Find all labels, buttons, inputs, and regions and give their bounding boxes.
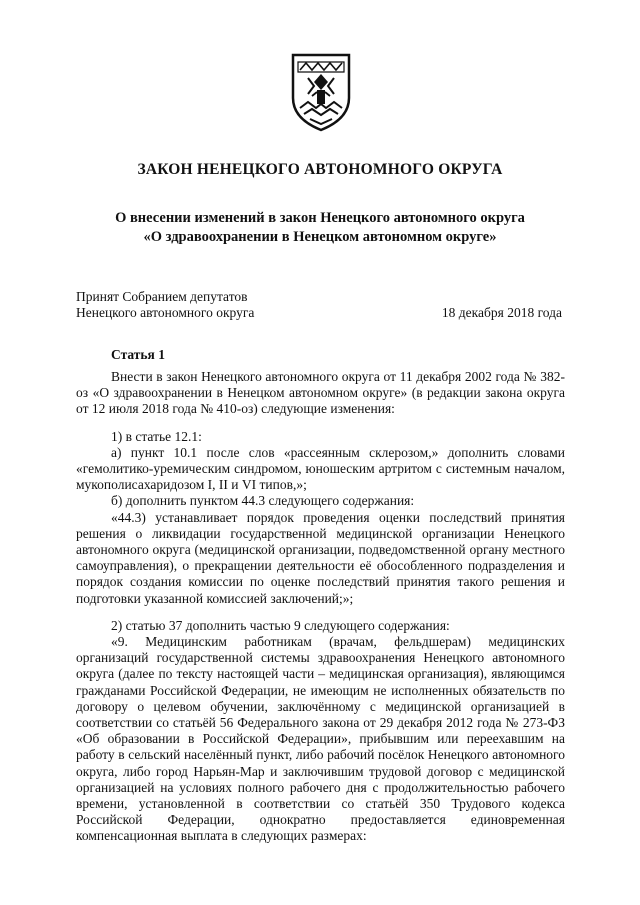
article-body — [76, 369, 565, 845]
paragraph-item-9: «9. Медицинским работникам (врачам, фельдшерам) медицинских организаций государственной системы здравоохранения Ненецкого автономного округа (далее по тексту настоящей части – медицинская организация), являющимся гражданами Российской Федерации, не имеющим не исполненных обязательств по договору о целевом обучении, заключённому с медицинской организацией в соответствии со статьёй 56 Федерального закона от 29 декабря 2012 года № 273-ФЗ «Об образовании в Российской Федерации», прибывшим или переехавшим на работу в сельский населённый пункт, либо рабочий посёлок Ненецкого автономного округа, либо город Нарьян-Мар и заключившим трудовой договор с медицинской организацией на условиях полного рабочего дня с продолжительностью рабочего времени, установленной в соответствии со статьёй 350 Трудового кодекса Российской Федерации, однократно предоставляется единовременная компенсационная выплата в следующих размерах: — [76, 634, 565, 844]
paragraph-item-1a: а) пункт 10.1 после слов «рассеянным склерозом,» дополнить словами «гемолитико-уремическим синдромом, юношеским артритом с системным началом, мукополисахаридозом I, II и VI типов,»; — [76, 444, 565, 493]
adoption-authority — [76, 289, 254, 321]
article-heading: Статья 1 — [111, 347, 165, 362]
paragraph-item-1b: б) дополнить пунктом 44.3 следующего содержания: — [111, 493, 415, 509]
subtitle-line-1: О внесении изменений в закон Ненецкого автономного округа — [115, 210, 525, 226]
paragraph-intro: Внести в закон Ненецкого автономного округа от 11 декабря 2002 года № 382-оз «О здравоохранении в Ненецком автономном округе» (в редакции закона округа от 12 июля 2018 года № 410-оз) следующие изменения: — [76, 369, 565, 417]
law-title: ЗАКОН НЕНЕЦКОГО АВТОНОМНОГО ОКРУГА — [137, 161, 503, 178]
subtitle-line-2: «О здравоохранении в Ненецком автономном округе» — [143, 229, 497, 245]
coat-of-arms-emblem — [290, 52, 352, 132]
paragraph-item-1: 1) в статье 12.1: — [111, 428, 202, 444]
adoption-line-2: Ненецкого автономного округа — [76, 305, 255, 320]
law-subtitle — [0, 209, 640, 247]
paragraph-item-44-3: «44.3) устанавливает порядок проведения оценки последствий принятия решения о ликвидации государственной медицинской организации Ненецкого автономного округа (медицинской организации, подведомственной органу местного самоуправления), о прекращении деятельности её обособленного подразделения и порядок создания комиссии по оценке последствий принятия такого решения и подготовки указанной комиссией заключений;»; — [76, 509, 565, 606]
adoption-line-1: Принят Собранием депутатов — [76, 289, 248, 304]
paragraph-item-2: 2) статью 37 дополнить частью 9 следующего содержания: — [111, 617, 450, 633]
adoption-date: 18 декабря 2018 года — [441, 305, 562, 320]
